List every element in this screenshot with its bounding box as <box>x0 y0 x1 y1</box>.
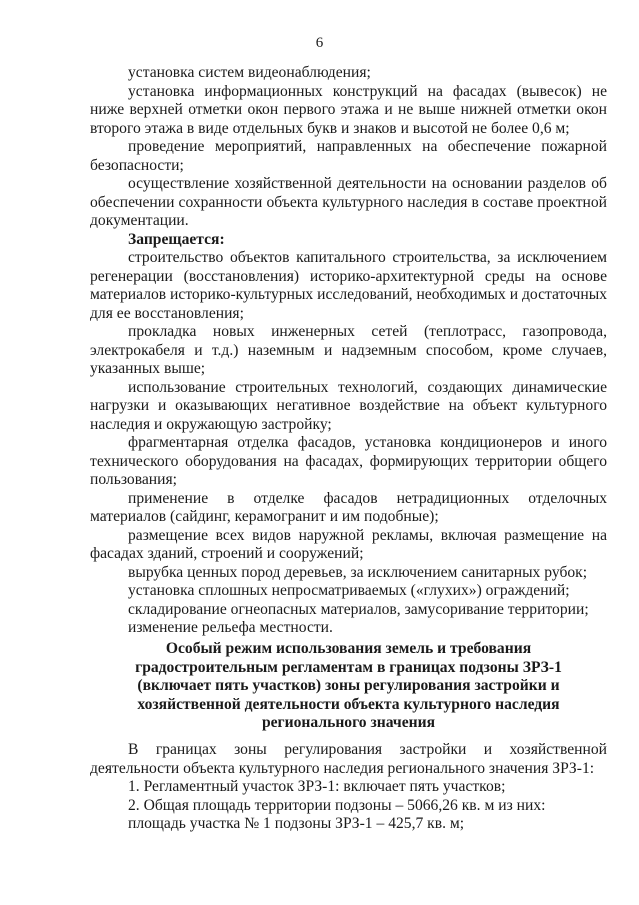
heading-line: Особый режим использования земель и требования <box>165 640 532 657</box>
paragraph: складирование огнеопасных материалов, замусоривание территории; <box>128 600 589 618</box>
paragraph: установка информационных конструкций на фасадах (вывесок) не ниже верхней отметки окон первого этажа и не выше нижней отметки окон второго этажа в виде отдельных букв и знаков и высотой не более 0,6 м; <box>90 82 607 137</box>
paragraph: изменение рельефа местности. <box>128 619 333 636</box>
paragraph: площадь участка № 1 подзоны ЗРЗ-1 – 425,7 кв. м; <box>128 815 465 832</box>
section-heading <box>90 640 607 733</box>
paragraph: размещение всех видов наружной рекламы, включая размещение на фасадах зданий, строений и сооружений; <box>90 526 607 562</box>
paragraph: прокладка новых инженерных сетей (теплотрасс, газопровода, электрокабеля и т.д.) наземным и надземным способом, кроме случаев, указанных выше; <box>90 323 607 377</box>
paragraph: фрагментарная отделка фасадов, установка кондиционеров и иного технического оборудования на фасадах, формирующих территории общего пользования; <box>90 434 607 488</box>
heading-line: градостроительным регламентам в границах подзоны ЗРЗ-1 <box>135 658 562 676</box>
permitted-and-prohibited-list <box>90 64 607 638</box>
paragraph: проведение мероприятий, направленных на обеспечение пожарной безопасности; <box>90 138 607 174</box>
heading-line: (включает пять участков) зоны регулирования застройки и <box>137 677 560 694</box>
heading-line: хозяйственной деятельности объекта культурного наследия <box>137 695 560 713</box>
prohibited-heading: Запрещается: <box>128 230 225 248</box>
paragraph: 2. Общая площадь территории подзоны – 5066,26 кв. м из них: <box>128 796 546 814</box>
paragraph: использование строительных технологий, создающих динамические нагрузки и оказывающих негативное воздействие на объект культурного наследия и окружающую застройку; <box>90 378 607 433</box>
paragraph: В границах зоны регулирования застройки и хозяйственной деятельности объекта культурного наследия регионального значения ЗРЗ-1: <box>90 741 607 777</box>
paragraph: установка систем видеонаблюдения; <box>128 64 371 81</box>
paragraph: установка сплошных непросматриваемых («глухих») ограждений; <box>128 582 570 599</box>
paragraph: осуществление хозяйственной деятельности на основании разделов об обеспечении сохранности объекта культурного наследия в составе проектной документации. <box>90 175 607 229</box>
paragraph: вырубка ценных пород деревьев, за исключением санитарных рубок; <box>128 563 588 581</box>
page-number: 6 <box>315 35 324 51</box>
zone-description <box>90 741 607 834</box>
heading-line: регионального значения <box>261 714 436 731</box>
paragraph: 1. Регламентный участок ЗРЗ-1: включает пять участков; <box>128 778 506 795</box>
paragraph: применение в отделке фасадов нетрадиционных отделочных материалов (сайдинг, керамогранит и им подобные); <box>90 489 607 525</box>
paragraph: строительство объектов капитального строительства, за исключением регенерации (восстановления) историко-архитектурной среды на основе материалов историко-культурных исследований, необходимых и достаточных для ее восстановления; <box>90 249 607 322</box>
